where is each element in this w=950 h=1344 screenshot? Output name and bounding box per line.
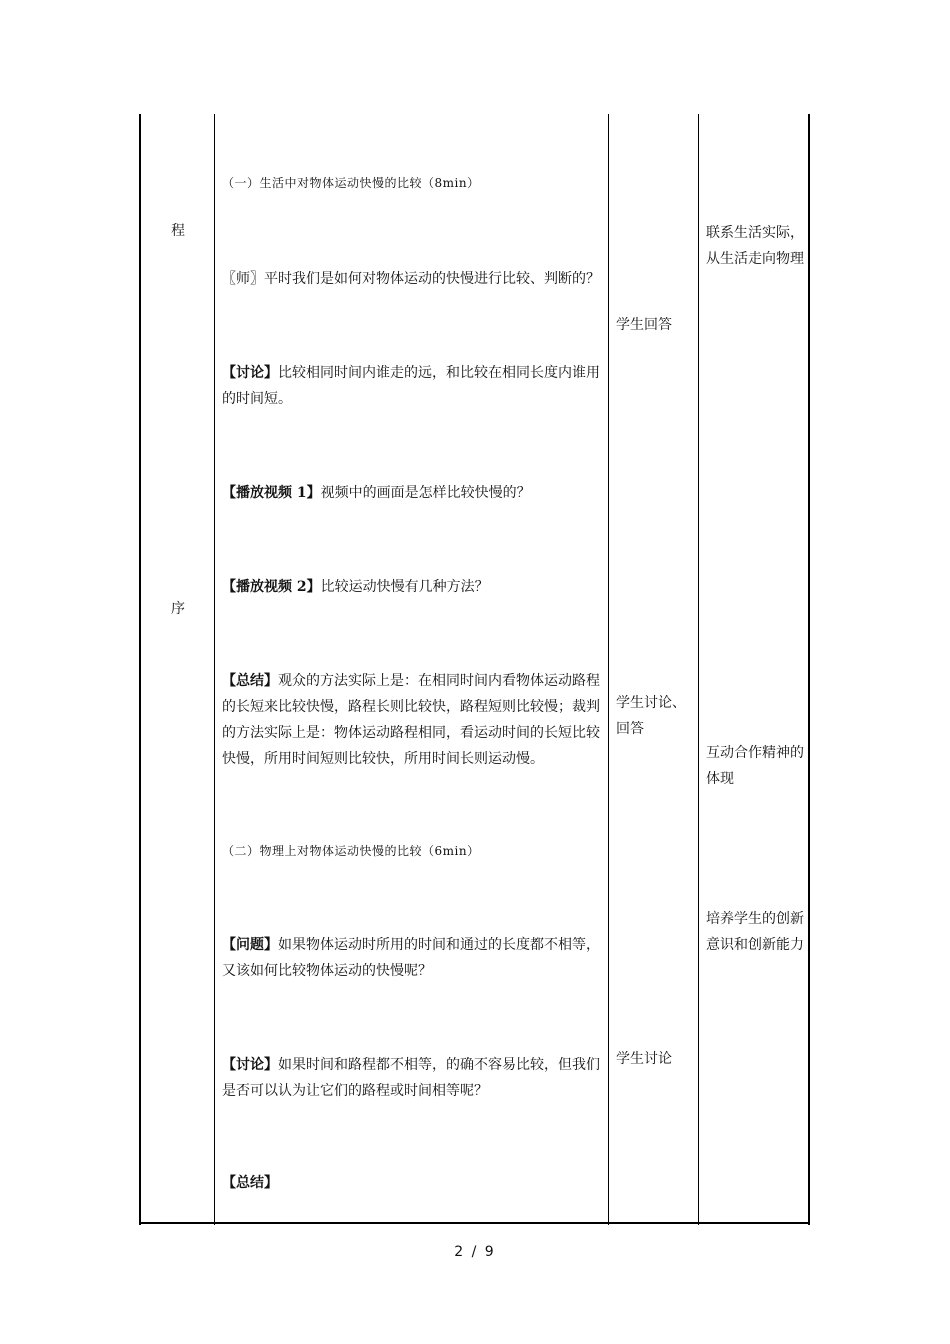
video-1-text: 视频中的画面是怎样比较快慢的？ — [320, 485, 531, 501]
video-1 — [222, 480, 604, 506]
discussion-2 — [222, 1052, 604, 1104]
aim-3: 培养学生的创新意识和创新能力 — [706, 911, 804, 953]
discussion-1 — [222, 360, 604, 412]
discussion-1-label: 【讨论】 — [222, 365, 278, 381]
summary-1-label: 【总结】 — [222, 673, 278, 689]
table-divider-1 — [214, 114, 215, 1225]
summary-1 — [222, 668, 604, 772]
question-label: 【问题】 — [222, 937, 278, 953]
video-2-text: 比较运动快慢有几种方法？ — [320, 579, 489, 595]
aim-2: 互动合作精神的体现 — [706, 745, 804, 787]
video-2-label: 【播放视频 2】 — [222, 579, 321, 595]
question — [222, 932, 604, 984]
student-discuss-answer: 学生讨论、回答 — [616, 695, 686, 737]
video-1-label: 【播放视频 1】 — [222, 485, 321, 501]
table-border-bottom — [139, 1222, 810, 1224]
discussion-1-text: 比较相同时间内谁走的远，和比较在相同长度内谁用的时间短。 — [222, 365, 600, 407]
section-2-heading: （二）物理上对物体运动快慢的比较（6min） — [222, 844, 480, 858]
aim-1: 联系生活实际，从生活走向物理 — [706, 225, 804, 267]
left-column-char-2: 序 — [171, 601, 185, 617]
left-column-char-1: 程 — [171, 223, 185, 239]
table-divider-2 — [608, 114, 609, 1225]
question-text: 如果物体运动时所用的时间和通过的长度都不相等，又该如何比较物体运动的快慢呢？ — [222, 937, 600, 979]
table-border-left — [139, 114, 141, 1225]
video-2 — [222, 574, 604, 600]
discussion-2-text: 如果时间和路程都不相等，的确不容易比较，但我们是否可以认为让它们的路程或时间相等呢？ — [222, 1057, 600, 1099]
student-discuss: 学生讨论 — [616, 1051, 672, 1067]
table-divider-3 — [698, 114, 699, 1225]
section-1-heading: （一）生活中对物体运动快慢的比较（8min） — [222, 176, 480, 190]
table-border-right — [808, 114, 810, 1225]
student-answer: 学生回答 — [616, 317, 672, 333]
teacher-question: 〖师〗平时我们是如何对物体运动的快慢进行比较、判断的？ — [222, 271, 600, 287]
page-number: 2 / 9 — [454, 1244, 496, 1260]
summary-1-text: 观众的方法实际上是：在相同时间内看物体运动路程的长短来比较快慢，路程长则比较快，路程短则比较慢；裁判的方法实际上是：物体运动路程相同，看运动时间的长短比较快慢，所用时间短则比较快，所用时间长则运动慢。 — [222, 673, 600, 767]
summary-2-label: 【总结】 — [222, 1175, 278, 1191]
discussion-2-label: 【讨论】 — [222, 1057, 278, 1073]
